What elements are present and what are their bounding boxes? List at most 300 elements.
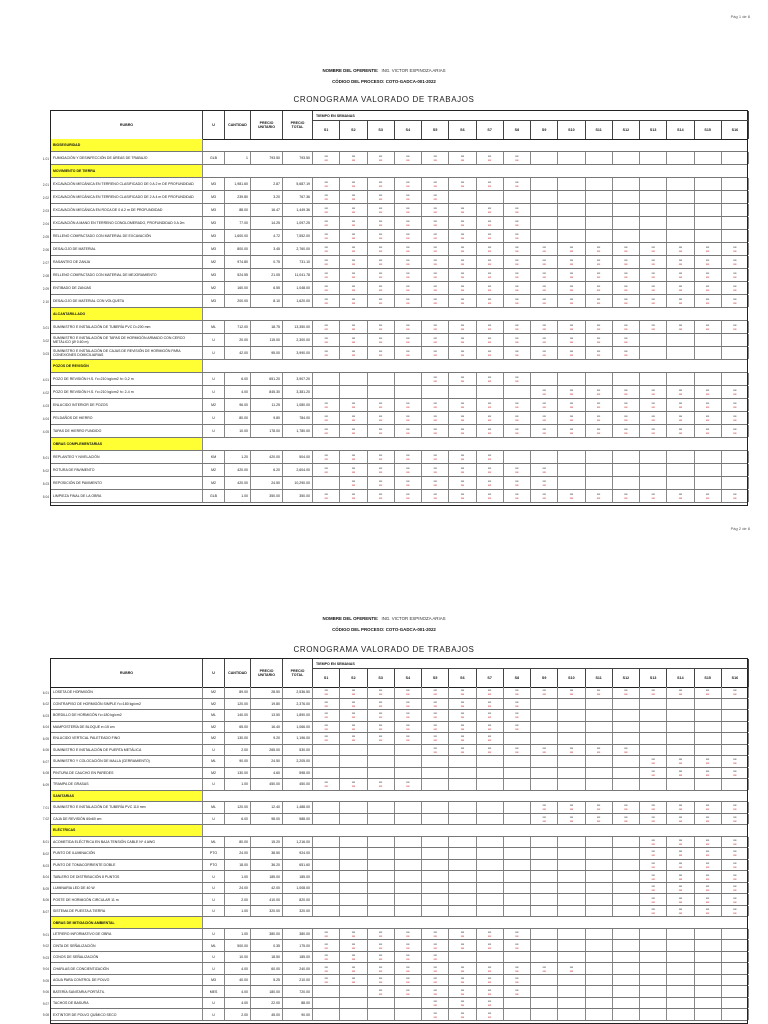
week-activity-mark: ▪▪▪	[406, 692, 410, 697]
week-activity-mark: ▪▪▪	[406, 206, 410, 210]
week-cell	[395, 425, 422, 437]
week-cell	[586, 178, 613, 190]
process-code: CÓDIGO DEL PROCESO: COTO-GADCA-001-2022	[332, 627, 436, 632]
week-cell	[613, 347, 640, 359]
item-quantity: 6.00	[225, 814, 251, 825]
week-activity-mark: ▪▪▪	[678, 275, 682, 279]
week-cell	[340, 975, 367, 986]
week-cell	[449, 152, 476, 164]
week-activity-mark: ▪▪▪	[406, 219, 410, 223]
week-activity-mark: ▪▪▪	[624, 818, 628, 823]
week-cell	[613, 848, 640, 859]
week-activity-mark: ▪▪▪	[406, 414, 410, 418]
week-cell	[695, 1009, 722, 1020]
header-quantity: CANTIDAD	[225, 111, 251, 139]
week-cell	[422, 894, 449, 905]
week-activity-mark: ▪▪▪	[460, 991, 464, 996]
week-cell	[395, 687, 422, 698]
week-cell	[640, 733, 667, 744]
week-cell	[667, 860, 694, 871]
week-cell	[504, 425, 531, 437]
week-cell	[667, 191, 694, 203]
week-cell	[504, 243, 531, 255]
week-cell	[640, 451, 667, 463]
week-cell	[395, 745, 422, 756]
item-quantity: 1.00	[225, 490, 251, 502]
item-total-price: 1,780.00	[283, 425, 313, 437]
week-activity-mark: ▪▪▪	[460, 258, 464, 262]
week-activity-mark: ▪▪▪	[569, 340, 573, 344]
week-activity-mark: ▪▪▪	[351, 492, 355, 496]
item-unit-price: 0.35	[251, 940, 283, 951]
week-cell	[558, 477, 585, 489]
week-cell	[395, 710, 422, 721]
week-activity-mark: ▪▪▪	[651, 814, 655, 819]
week-activity-mark: ▪▪▪	[515, 180, 519, 184]
week-activity-mark: ▪▪▪	[515, 418, 519, 422]
week-activity-mark: ▪▪▪	[488, 930, 492, 935]
week-cell	[640, 178, 667, 190]
week-activity-mark: ▪▪▪	[515, 688, 519, 693]
week-cell	[395, 412, 422, 424]
week-cell	[368, 952, 395, 963]
week-cell	[531, 282, 558, 294]
week-activity-mark: ▪▪▪	[678, 884, 682, 889]
week-cell	[422, 986, 449, 997]
week-cell	[640, 464, 667, 476]
week-activity-mark: ▪▪▪	[651, 888, 655, 893]
week-cell	[477, 906, 504, 917]
week-activity-mark: ▪▪▪	[460, 375, 464, 379]
week-activity-mark: ▪▪▪	[488, 275, 492, 279]
week-cell	[340, 894, 367, 905]
week-cell	[695, 477, 722, 489]
week-cell	[613, 756, 640, 767]
week-activity-mark: ▪▪▪	[460, 699, 464, 704]
item-quantity: 2.00	[225, 1009, 251, 1020]
week-cell	[667, 425, 694, 437]
week-cell	[558, 710, 585, 721]
week-activity-mark: ▪▪▪	[324, 340, 328, 344]
week-activity-mark: ▪▪▪	[460, 349, 464, 353]
week-cell	[558, 243, 585, 255]
week-activity-mark: ▪▪▪	[433, 349, 437, 353]
week-activity-mark: ▪▪▪	[433, 991, 437, 996]
week-activity-mark: ▪▪▪	[569, 803, 573, 808]
week-activity-mark: ▪▪▪	[351, 340, 355, 344]
week-cell	[586, 779, 613, 790]
week-activity-mark: ▪▪▪	[406, 479, 410, 483]
bidder-value: ING. VICTOR ESPINOZA ARIAS	[381, 68, 446, 73]
week-activity-mark: ▪▪▪	[678, 388, 682, 392]
week-cell	[395, 399, 422, 411]
week-cell	[477, 687, 504, 698]
week-cell	[368, 373, 395, 385]
week-cell	[586, 814, 613, 825]
week-cell	[531, 883, 558, 894]
week-activity-mark: ▪▪▪	[733, 911, 737, 916]
week-activity-mark: ▪▪▪	[406, 470, 410, 474]
table-row	[42, 373, 747, 386]
week-cell	[477, 814, 504, 825]
week-cell	[531, 269, 558, 281]
week-activity-mark: ▪▪▪	[651, 837, 655, 842]
week-cell	[667, 412, 694, 424]
week-activity-mark: ▪▪▪	[597, 496, 601, 500]
week-activity-mark: ▪▪▪	[488, 353, 492, 357]
item-unit: M3	[203, 191, 225, 203]
week-activity-mark: ▪▪▪	[542, 466, 546, 470]
week-activity-mark: ▪▪▪	[460, 457, 464, 461]
week-activity-mark: ▪▪▪	[460, 1003, 464, 1008]
week-activity-mark: ▪▪▪	[488, 418, 492, 422]
item-quantity: 4.00	[225, 963, 251, 974]
week-cell	[695, 451, 722, 463]
week-activity-mark: ▪▪▪	[379, 154, 383, 158]
item-quantity: 1.00	[225, 906, 251, 917]
week-cell	[695, 952, 722, 963]
week-cell	[504, 152, 531, 164]
week-cell	[477, 733, 504, 744]
week-activity-mark: ▪▪▪	[678, 431, 682, 435]
section-heading: POZOS DE REVISIÓN	[51, 360, 203, 372]
item-description: MAMPOSTERÍA DE BLOQUE e=15 cm	[51, 722, 203, 733]
item-quantity: 712.00	[225, 321, 251, 333]
week-activity-mark: ▪▪▪	[351, 722, 355, 727]
table-row	[42, 295, 747, 308]
week-activity-mark: ▪▪▪	[678, 895, 682, 900]
week-activity-mark: ▪▪▪	[324, 414, 328, 418]
week-activity-mark: ▪▪▪	[460, 930, 464, 935]
week-activity-mark: ▪▪▪	[351, 262, 355, 266]
item-total-price: 320.00	[283, 906, 313, 917]
week-activity-mark: ▪▪▪	[569, 496, 573, 500]
header-week: S11	[586, 669, 613, 687]
week-cell	[613, 894, 640, 905]
week-activity-mark: ▪▪▪	[324, 470, 328, 474]
week-cell	[477, 412, 504, 424]
week-activity-mark: ▪▪▪	[733, 405, 737, 409]
week-activity-mark: ▪▪▪	[324, 711, 328, 716]
week-activity-mark: ▪▪▪	[379, 688, 383, 693]
week-cell	[531, 490, 558, 502]
item-quantity: 1	[225, 152, 251, 164]
week-cell	[313, 699, 340, 710]
week-activity-mark: ▪▪▪	[379, 323, 383, 327]
item-unit-price: 9.20	[251, 733, 283, 744]
item-unit: U	[203, 929, 225, 940]
week-cell	[313, 906, 340, 917]
week-cell	[313, 412, 340, 424]
week-cell	[558, 386, 585, 398]
week-activity-mark: ▪▪▪	[488, 210, 492, 214]
week-activity-mark: ▪▪▪	[706, 768, 710, 773]
week-activity-mark: ▪▪▪	[733, 853, 737, 858]
item-description: ROTURA DE PAVIMENTO	[51, 464, 203, 476]
week-cell	[531, 451, 558, 463]
week-cell	[722, 386, 749, 398]
week-activity-mark: ▪▪▪	[433, 236, 437, 240]
week-cell	[531, 386, 558, 398]
week-activity-mark: ▪▪▪	[351, 953, 355, 958]
week-cell	[722, 756, 749, 767]
week-activity-mark: ▪▪▪	[351, 703, 355, 708]
week-activity-mark: ▪▪▪	[324, 323, 328, 327]
week-cell	[586, 386, 613, 398]
week-activity-mark: ▪▪▪	[379, 184, 383, 188]
item-unit: U	[203, 883, 225, 894]
week-activity-mark: ▪▪▪	[324, 197, 328, 201]
item-quantity: 420.00	[225, 477, 251, 489]
week-cell	[558, 768, 585, 779]
week-activity-mark: ▪▪▪	[433, 968, 437, 973]
week-activity-mark: ▪▪▪	[460, 401, 464, 405]
week-activity-mark: ▪▪▪	[569, 392, 573, 396]
table-header-row	[51, 659, 747, 688]
table-row	[42, 745, 747, 757]
week-activity-mark: ▪▪▪	[324, 405, 328, 409]
week-activity-mark: ▪▪▪	[460, 210, 464, 214]
week-activity-mark: ▪▪▪	[351, 223, 355, 227]
table-row	[42, 883, 747, 895]
week-activity-mark: ▪▪▪	[515, 375, 519, 379]
item-quantity: 239.80	[225, 191, 251, 203]
item-code: 3.02	[42, 338, 49, 343]
week-cell	[422, 399, 449, 411]
week-activity-mark: ▪▪▪	[460, 275, 464, 279]
week-cell	[667, 152, 694, 164]
week-activity-mark: ▪▪▪	[706, 492, 710, 496]
item-unit: U	[203, 386, 225, 398]
week-activity-mark: ▪▪▪	[678, 418, 682, 422]
week-cell	[722, 687, 749, 698]
item-code: 7.01	[42, 805, 49, 810]
item-code: 9.04	[42, 967, 49, 972]
item-quantity: 1.00	[225, 871, 251, 882]
week-activity-mark: ▪▪▪	[488, 184, 492, 188]
week-cell	[313, 399, 340, 411]
week-activity-mark: ▪▪▪	[678, 327, 682, 331]
item-code: 6.06	[42, 748, 49, 753]
item-code: 8.03	[42, 863, 49, 868]
week-cell	[395, 802, 422, 813]
table-row	[42, 347, 747, 360]
week-activity-mark: ▪▪▪	[433, 180, 437, 184]
item-unit: U	[203, 373, 225, 385]
week-activity-mark: ▪▪▪	[651, 401, 655, 405]
week-cell	[722, 477, 749, 489]
week-activity-mark: ▪▪▪	[488, 401, 492, 405]
week-cell	[449, 464, 476, 476]
week-cell	[531, 191, 558, 203]
week-activity-mark: ▪▪▪	[406, 780, 410, 785]
week-activity-mark: ▪▪▪	[406, 210, 410, 214]
week-activity-mark: ▪▪▪	[433, 340, 437, 344]
week-cell	[722, 975, 749, 986]
week-activity-mark: ▪▪▪	[515, 232, 519, 236]
week-cell	[695, 986, 722, 997]
week-activity-mark: ▪▪▪	[460, 964, 464, 969]
week-activity-mark: ▪▪▪	[460, 987, 464, 992]
week-activity-mark: ▪▪▪	[569, 388, 573, 392]
week-cell	[722, 906, 749, 917]
item-code: 6.09	[42, 782, 49, 787]
week-cell	[613, 321, 640, 333]
item-description: TABLERO DE DISTRIBUCIÓN 8 PUNTOS	[51, 871, 203, 882]
item-total-price: 380.00	[283, 929, 313, 940]
week-cell	[395, 1009, 422, 1020]
week-cell	[531, 699, 558, 710]
week-activity-mark: ▪▪▪	[706, 865, 710, 869]
week-activity-mark: ▪▪▪	[406, 323, 410, 327]
week-activity-mark: ▪▪▪	[678, 496, 682, 500]
week-activity-mark: ▪▪▪	[706, 911, 710, 916]
week-cell	[531, 952, 558, 963]
week-cell	[449, 217, 476, 229]
week-activity-mark: ▪▪▪	[624, 492, 628, 496]
week-cell	[722, 425, 749, 437]
week-cell	[613, 334, 640, 346]
item-quantity: 974.80	[225, 256, 251, 268]
week-cell	[504, 191, 531, 203]
item-code: 5.02	[42, 468, 49, 473]
item-quantity: 89.00	[225, 687, 251, 698]
week-cell	[477, 334, 504, 346]
week-activity-mark: ▪▪▪	[379, 206, 383, 210]
week-activity-mark: ▪▪▪	[569, 968, 573, 973]
item-code: 9.07	[42, 1001, 49, 1006]
week-cell	[531, 243, 558, 255]
week-activity-mark: ▪▪▪	[324, 957, 328, 962]
week-cell	[477, 243, 504, 255]
week-cell	[368, 975, 395, 986]
week-activity-mark: ▪▪▪	[678, 392, 682, 396]
table-row	[42, 490, 747, 503]
week-activity-mark: ▪▪▪	[515, 722, 519, 727]
week-cell	[504, 217, 531, 229]
week-activity-mark: ▪▪▪	[324, 726, 328, 731]
week-cell	[504, 906, 531, 917]
week-cell	[640, 940, 667, 951]
week-cell	[395, 295, 422, 307]
week-cell	[558, 321, 585, 333]
week-activity-mark: ▪▪▪	[460, 980, 464, 985]
week-cell	[504, 477, 531, 489]
week-cell	[340, 733, 367, 744]
item-total-price: 1,080.00	[283, 399, 313, 411]
week-activity-mark: ▪▪▪	[597, 814, 601, 819]
week-activity-mark: ▪▪▪	[515, 349, 519, 353]
item-quantity: 20.00	[225, 334, 251, 346]
week-activity-mark: ▪▪▪	[351, 271, 355, 275]
week-cell	[477, 779, 504, 790]
item-description: RELLENO COMPACTADO CON MATERIAL DE MEJORAMIENTO	[51, 269, 203, 281]
week-cell	[313, 1009, 340, 1020]
item-quantity: 524.55	[225, 269, 251, 281]
week-activity-mark: ▪▪▪	[706, 301, 710, 305]
week-activity-mark: ▪▪▪	[569, 327, 573, 331]
table-row	[42, 1009, 747, 1021]
week-activity-mark: ▪▪▪	[569, 749, 573, 754]
week-cell	[340, 710, 367, 721]
week-activity-mark: ▪▪▪	[488, 158, 492, 162]
week-cell	[667, 710, 694, 721]
week-activity-mark: ▪▪▪	[433, 930, 437, 935]
week-activity-mark: ▪▪▪	[706, 327, 710, 331]
week-cell	[531, 152, 558, 164]
week-activity-mark: ▪▪▪	[406, 427, 410, 431]
page-number: Pág 1 de 8	[730, 14, 750, 19]
week-cell	[640, 906, 667, 917]
week-cell	[558, 204, 585, 216]
item-code: 6.04	[42, 725, 49, 730]
week-activity-mark: ▪▪▪	[460, 327, 464, 331]
week-activity-mark: ▪▪▪	[733, 814, 737, 819]
item-unit-price: 16.40	[251, 722, 283, 733]
week-activity-mark: ▪▪▪	[351, 738, 355, 743]
item-quantity: 120.00	[225, 802, 251, 813]
table-row	[42, 230, 747, 243]
week-cell	[449, 860, 476, 871]
week-activity-mark: ▪▪▪	[351, 470, 355, 474]
week-activity-mark: ▪▪▪	[460, 431, 464, 435]
week-cell	[640, 373, 667, 385]
week-activity-mark: ▪▪▪	[433, 934, 437, 939]
week-cell	[395, 768, 422, 779]
week-activity-mark: ▪▪▪	[733, 849, 737, 854]
item-quantity: 420.00	[225, 464, 251, 476]
week-cell	[449, 779, 476, 790]
week-activity-mark: ▪▪▪	[515, 414, 519, 418]
week-activity-mark: ▪▪▪	[379, 722, 383, 727]
item-quantity: 4.00	[225, 986, 251, 997]
week-activity-mark: ▪▪▪	[406, 703, 410, 708]
table-row	[51, 165, 747, 178]
header-week: S1	[313, 669, 340, 687]
week-activity-mark: ▪▪▪	[324, 327, 328, 331]
week-activity-mark: ▪▪▪	[379, 193, 383, 197]
week-cell	[613, 399, 640, 411]
week-activity-mark: ▪▪▪	[733, 297, 737, 301]
week-activity-mark: ▪▪▪	[433, 431, 437, 435]
week-activity-mark: ▪▪▪	[406, 405, 410, 409]
week-activity-mark: ▪▪▪	[515, 699, 519, 704]
week-cell	[640, 756, 667, 767]
week-cell	[586, 699, 613, 710]
week-cell	[313, 490, 340, 502]
week-activity-mark: ▪▪▪	[678, 297, 682, 301]
week-activity-mark: ▪▪▪	[542, 803, 546, 808]
header-week: S11	[586, 121, 613, 139]
week-cell	[613, 295, 640, 307]
week-activity-mark: ▪▪▪	[351, 154, 355, 158]
week-activity-mark: ▪▪▪	[460, 722, 464, 727]
week-cell	[558, 425, 585, 437]
week-activity-mark: ▪▪▪	[569, 353, 573, 357]
week-activity-mark: ▪▪▪	[569, 271, 573, 275]
week-cell	[667, 699, 694, 710]
week-activity-mark: ▪▪▪	[324, 968, 328, 973]
week-activity-mark: ▪▪▪	[324, 976, 328, 981]
week-activity-mark: ▪▪▪	[488, 301, 492, 305]
week-cell	[531, 998, 558, 1009]
week-activity-mark: ▪▪▪	[406, 184, 410, 188]
item-unit-price: 3.20	[251, 191, 283, 203]
week-cell	[313, 230, 340, 242]
week-cell	[477, 768, 504, 779]
week-activity-mark: ▪▪▪	[460, 340, 464, 344]
week-cell	[586, 952, 613, 963]
